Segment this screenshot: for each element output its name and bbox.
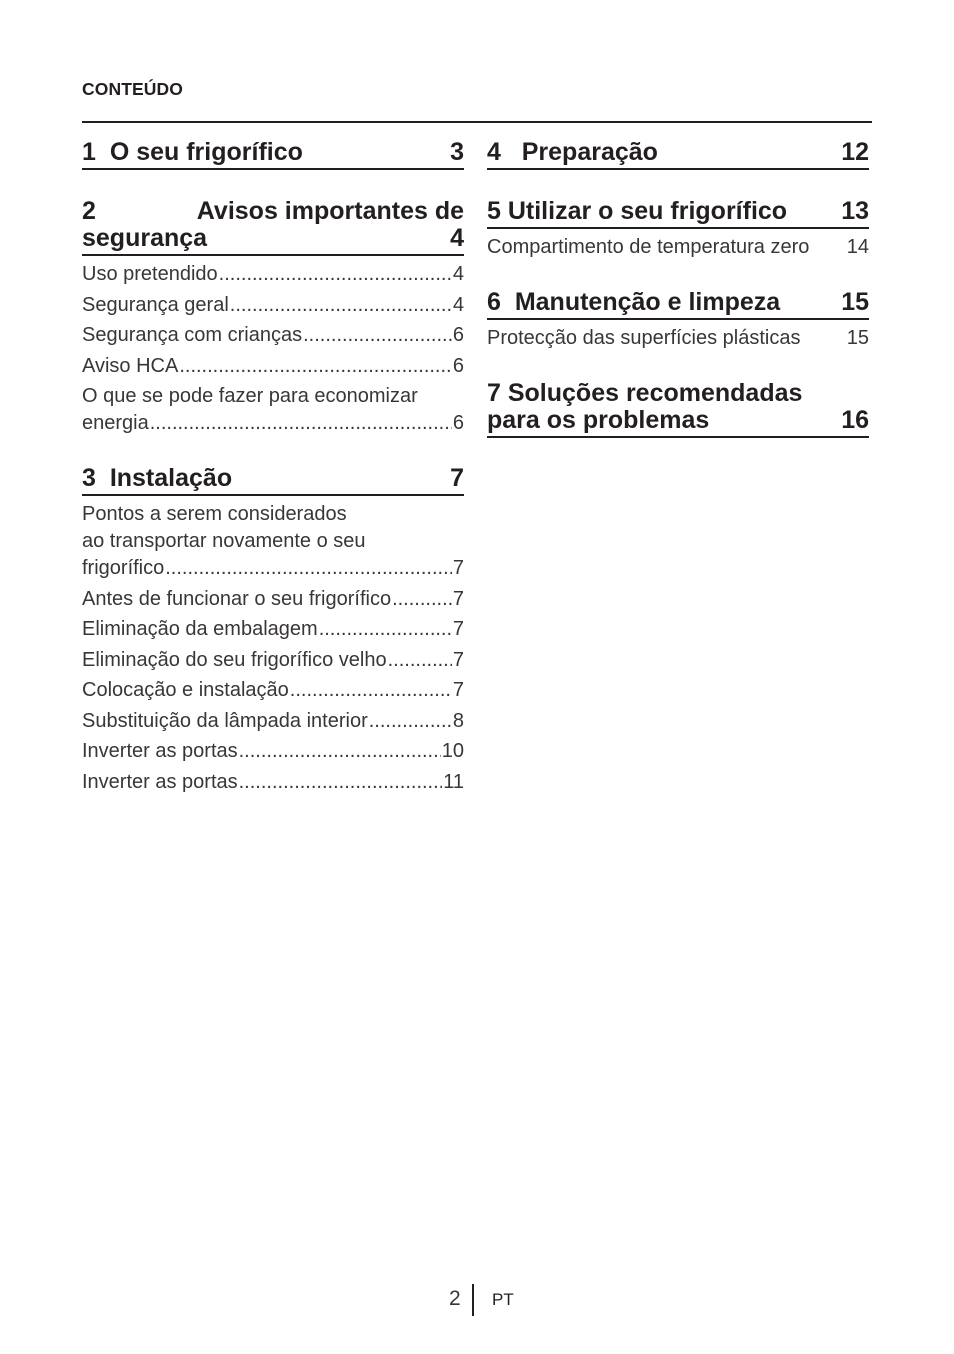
dot-leader <box>319 616 452 643</box>
section-number: 2 <box>82 197 96 225</box>
toc-section-5-heading[interactable] <box>487 198 869 229</box>
entry-label: Compartimento de temperatura zero <box>487 236 810 258</box>
dot-leader <box>219 261 452 288</box>
entry-label: Eliminação do seu frigorífico velho <box>82 648 387 671</box>
entry-label: Antes de funcionar o seu frigorífico <box>82 587 392 610</box>
toc-entry[interactable] <box>82 353 464 380</box>
entry-page: 11 <box>443 770 464 793</box>
language-code: PT <box>492 1290 514 1309</box>
section-title-line2: para os problemas <box>487 406 710 434</box>
entry-label: Inverter as portas <box>82 770 238 793</box>
dot-leader <box>165 555 452 582</box>
entry-label-line1: O que se pode fazer para economizar <box>82 385 418 407</box>
footer-divider <box>472 1284 474 1316</box>
toc-entry[interactable] <box>82 616 464 643</box>
section-title: Manutenção e limpeza <box>514 288 781 316</box>
section-number: 4 <box>487 138 501 166</box>
entry-label: Aviso HCA <box>82 354 179 377</box>
toc-entry[interactable] <box>82 383 464 437</box>
toc-section-7 <box>487 380 869 438</box>
page-footer <box>0 1284 954 1316</box>
toc-section-7-heading[interactable] <box>487 380 869 438</box>
entry-label-line2: energia <box>82 412 149 434</box>
toc-section-2-entries <box>82 261 464 437</box>
entry-page: 6 <box>452 354 464 377</box>
entry-label: Eliminação da embalagem <box>82 618 318 640</box>
page-heading: CONTEÚDO <box>82 79 183 99</box>
section-number: 6 <box>487 288 501 316</box>
toc-section-3-heading[interactable] <box>82 465 464 496</box>
page-number: 2 <box>449 1287 461 1310</box>
toc-entry[interactable] <box>82 292 464 319</box>
entry-label: Protecção das superfícies plásticas <box>487 327 801 349</box>
dot-leader <box>230 292 452 319</box>
toc-section-3-entries <box>82 501 464 796</box>
dot-leader <box>392 586 452 613</box>
toc-section-1-heading[interactable] <box>82 139 464 170</box>
entry-page: 7 <box>452 557 464 579</box>
dot-leader <box>303 322 452 349</box>
toc-section-2-heading[interactable] <box>82 198 464 256</box>
dot-leader <box>239 738 441 765</box>
toc-section-1 <box>82 139 464 170</box>
toc-entry[interactable] <box>82 322 464 349</box>
dot-leader <box>239 769 443 796</box>
section-title-line2: segurança <box>82 224 208 252</box>
entry-label: Segurança com crianças <box>82 324 303 346</box>
toc-entry[interactable] <box>82 261 464 288</box>
section-number: 7 <box>487 379 501 407</box>
entry-label-line1: Pontos a serem considerados <box>82 503 347 525</box>
toc-section-6-heading[interactable] <box>487 289 869 320</box>
section-page: 7 <box>450 464 464 492</box>
dot-leader <box>369 708 452 735</box>
section-page: 3 <box>450 138 464 166</box>
toc-entry[interactable] <box>82 769 464 796</box>
toc-section-4 <box>487 139 869 170</box>
toc-section-5-entries <box>487 234 869 261</box>
toc-entry[interactable] <box>82 708 464 735</box>
section-title: Instalação <box>109 464 233 492</box>
toc-section-3 <box>82 465 464 796</box>
section-page: 16 <box>841 406 869 434</box>
dot-leader <box>179 353 452 380</box>
entry-page: 14 <box>846 236 869 258</box>
section-page: 13 <box>841 197 869 225</box>
entry-page: 15 <box>846 327 869 349</box>
toc-entry[interactable] <box>82 586 464 613</box>
toc-section-4-heading[interactable] <box>487 139 869 170</box>
toc-section-5 <box>487 198 869 261</box>
entry-label: Inverter as portas <box>82 740 238 762</box>
entry-page: 4 <box>452 263 464 285</box>
toc-entry[interactable] <box>82 501 464 582</box>
entry-page: 7 <box>452 618 464 640</box>
toc-entry[interactable] <box>82 677 464 704</box>
section-page: 15 <box>841 288 869 316</box>
dot-leader <box>388 647 452 674</box>
entry-page: 7 <box>452 587 464 610</box>
toc-entry[interactable] <box>82 738 464 765</box>
section-number: 1 <box>82 138 96 166</box>
entry-page: 6 <box>452 412 464 434</box>
toc-entry[interactable] <box>487 325 869 352</box>
entry-page: 10 <box>441 740 464 762</box>
entry-label-line3: frigorífico <box>82 557 165 579</box>
section-title-line1: Soluções recomendadas <box>507 379 803 407</box>
toc-entry[interactable] <box>82 647 464 674</box>
section-page: 4 <box>450 224 464 252</box>
toc-section-6-entries <box>487 325 869 352</box>
toc-left-column <box>82 139 464 824</box>
entry-label: Colocação e instalação <box>82 679 289 701</box>
section-number: 5 <box>487 197 501 225</box>
entry-page: 7 <box>452 679 464 701</box>
section-title: Preparação <box>521 138 658 166</box>
dot-leader <box>290 677 452 704</box>
section-title: O seu frigorífico <box>109 138 303 166</box>
entry-label: Substituição da lâmpada interior <box>82 709 368 732</box>
entry-page: 4 <box>452 293 464 316</box>
entry-page: 6 <box>452 324 464 346</box>
toc-right-column <box>487 139 869 466</box>
entry-label: Uso pretendido <box>82 263 218 285</box>
section-number: 3 <box>82 464 96 492</box>
entry-label-line2: ao transportar novamente o seu <box>82 530 366 552</box>
entry-page: 8 <box>452 709 464 732</box>
entry-label: Segurança geral <box>82 293 229 316</box>
dot-leader <box>150 410 452 437</box>
toc-section-2 <box>82 198 464 437</box>
toc-section-6 <box>487 289 869 352</box>
toc-entry[interactable] <box>487 234 869 261</box>
section-title: Utilizar o seu frigorífico <box>507 197 788 225</box>
entry-page: 7 <box>452 648 464 671</box>
section-title-line1: Avisos importantes de <box>196 197 464 225</box>
section-page: 12 <box>841 138 869 166</box>
top-divider <box>82 121 872 123</box>
